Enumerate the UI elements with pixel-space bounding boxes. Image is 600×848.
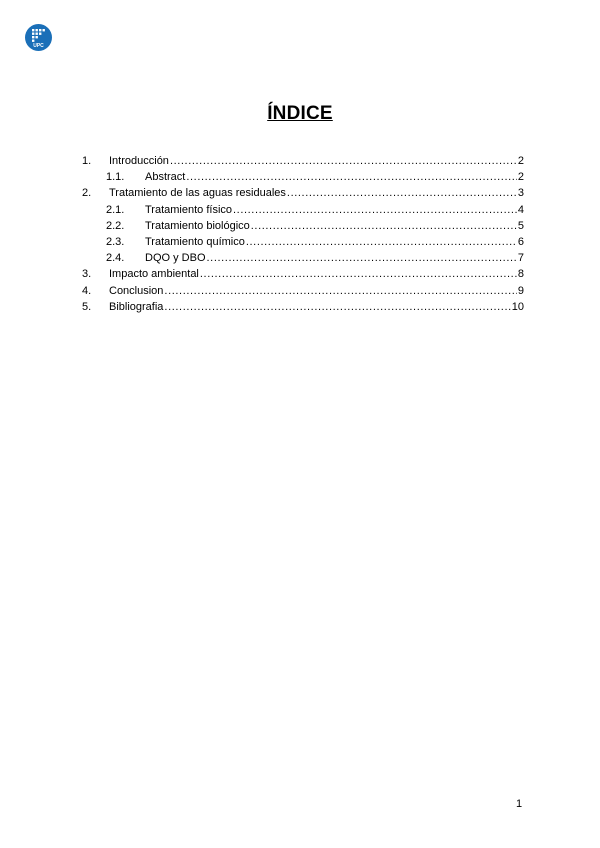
toc-entry[interactable]: [82, 250, 524, 266]
toc-leader-dots: [170, 153, 517, 169]
toc-entry-page[interactable]: 2: [517, 171, 524, 184]
toc-entry-page[interactable]: 5: [517, 219, 524, 232]
toc-entry-page[interactable]: 7: [517, 252, 524, 265]
toc-entry-number: 3.: [82, 268, 92, 281]
toc-leader-dots: [287, 185, 517, 201]
toc-entry-label[interactable]: DQO y DBO: [145, 252, 206, 265]
toc-entry[interactable]: [82, 299, 524, 315]
toc-leader-dots: [251, 218, 517, 234]
toc-entry[interactable]: [82, 266, 524, 282]
page-number: 1: [516, 798, 523, 810]
toc-entry-label[interactable]: Introducción: [109, 155, 169, 167]
toc-entry-line: [109, 283, 524, 299]
toc-entry-page[interactable]: 8: [517, 268, 524, 281]
toc-entry-line: [109, 153, 524, 169]
toc-leader-dots: [246, 234, 517, 250]
toc-entry-line: [145, 218, 524, 234]
upc-logo-text: UPC: [33, 43, 44, 49]
toc-entry-number: 5.: [82, 300, 92, 313]
toc-leader-dots: [164, 299, 510, 315]
toc-entry-line: [145, 202, 524, 218]
toc-entry-line: [109, 299, 524, 315]
upc-logo-icon: [25, 24, 52, 51]
toc-entry-number: 2.1.: [106, 203, 125, 216]
toc-entry-label[interactable]: Tratamiento de las aguas residuales: [109, 187, 286, 200]
toc-entry-label[interactable]: Bibliografia: [109, 300, 164, 313]
toc-entry-line: [109, 185, 524, 201]
toc-entry-page[interactable]: 4: [517, 203, 524, 216]
toc-entry-label[interactable]: Tratamiento químico: [145, 235, 245, 248]
toc-entry-label[interactable]: Tratamiento biológico: [145, 219, 250, 232]
toc-entry-page[interactable]: 2: [517, 155, 524, 167]
toc-entry-number: 4.: [82, 284, 92, 297]
toc-entry-page[interactable]: 6: [517, 235, 524, 248]
toc-entry-label[interactable]: Tratamiento físico: [145, 203, 233, 216]
toc-entry-page[interactable]: 9: [517, 284, 524, 297]
toc-entry-number: 1.: [82, 155, 92, 167]
toc-entry-number: 2.2.: [106, 219, 125, 232]
toc-entry[interactable]: [82, 234, 524, 250]
toc-entry-line: [145, 234, 524, 250]
toc-entry-label[interactable]: Abstract: [145, 171, 186, 184]
toc-leader-dots: [200, 266, 517, 282]
toc-entry[interactable]: [82, 169, 524, 185]
toc-entry-number: 2.: [82, 187, 92, 200]
toc-entry-number: 2.4.: [106, 252, 125, 265]
toc-entry-page[interactable]: 10: [511, 300, 524, 313]
toc-entry[interactable]: [82, 202, 524, 218]
toc-leader-dots: [233, 202, 517, 218]
toc-entry-label[interactable]: Conclusion: [109, 284, 164, 297]
toc-entry-label[interactable]: Impacto ambiental: [109, 268, 199, 281]
toc-leader-dots: [164, 283, 516, 299]
toc-entry-number: 1.1.: [106, 171, 125, 184]
toc-entry[interactable]: [82, 283, 524, 299]
toc-entry[interactable]: [82, 185, 524, 201]
toc-entry[interactable]: [82, 218, 524, 234]
toc-entry[interactable]: [82, 153, 524, 169]
toc-leader-dots: [207, 250, 517, 266]
toc-leader-dots: [186, 169, 517, 185]
toc-entry-line: [145, 169, 524, 185]
table-of-contents: [82, 153, 524, 315]
toc-entry-line: [109, 266, 524, 282]
toc-entry-line: [145, 250, 524, 266]
toc-entry-page[interactable]: 3: [517, 187, 524, 200]
toc-entry-number: 2.3.: [106, 235, 125, 248]
page-title: ÍNDICE: [267, 103, 333, 124]
